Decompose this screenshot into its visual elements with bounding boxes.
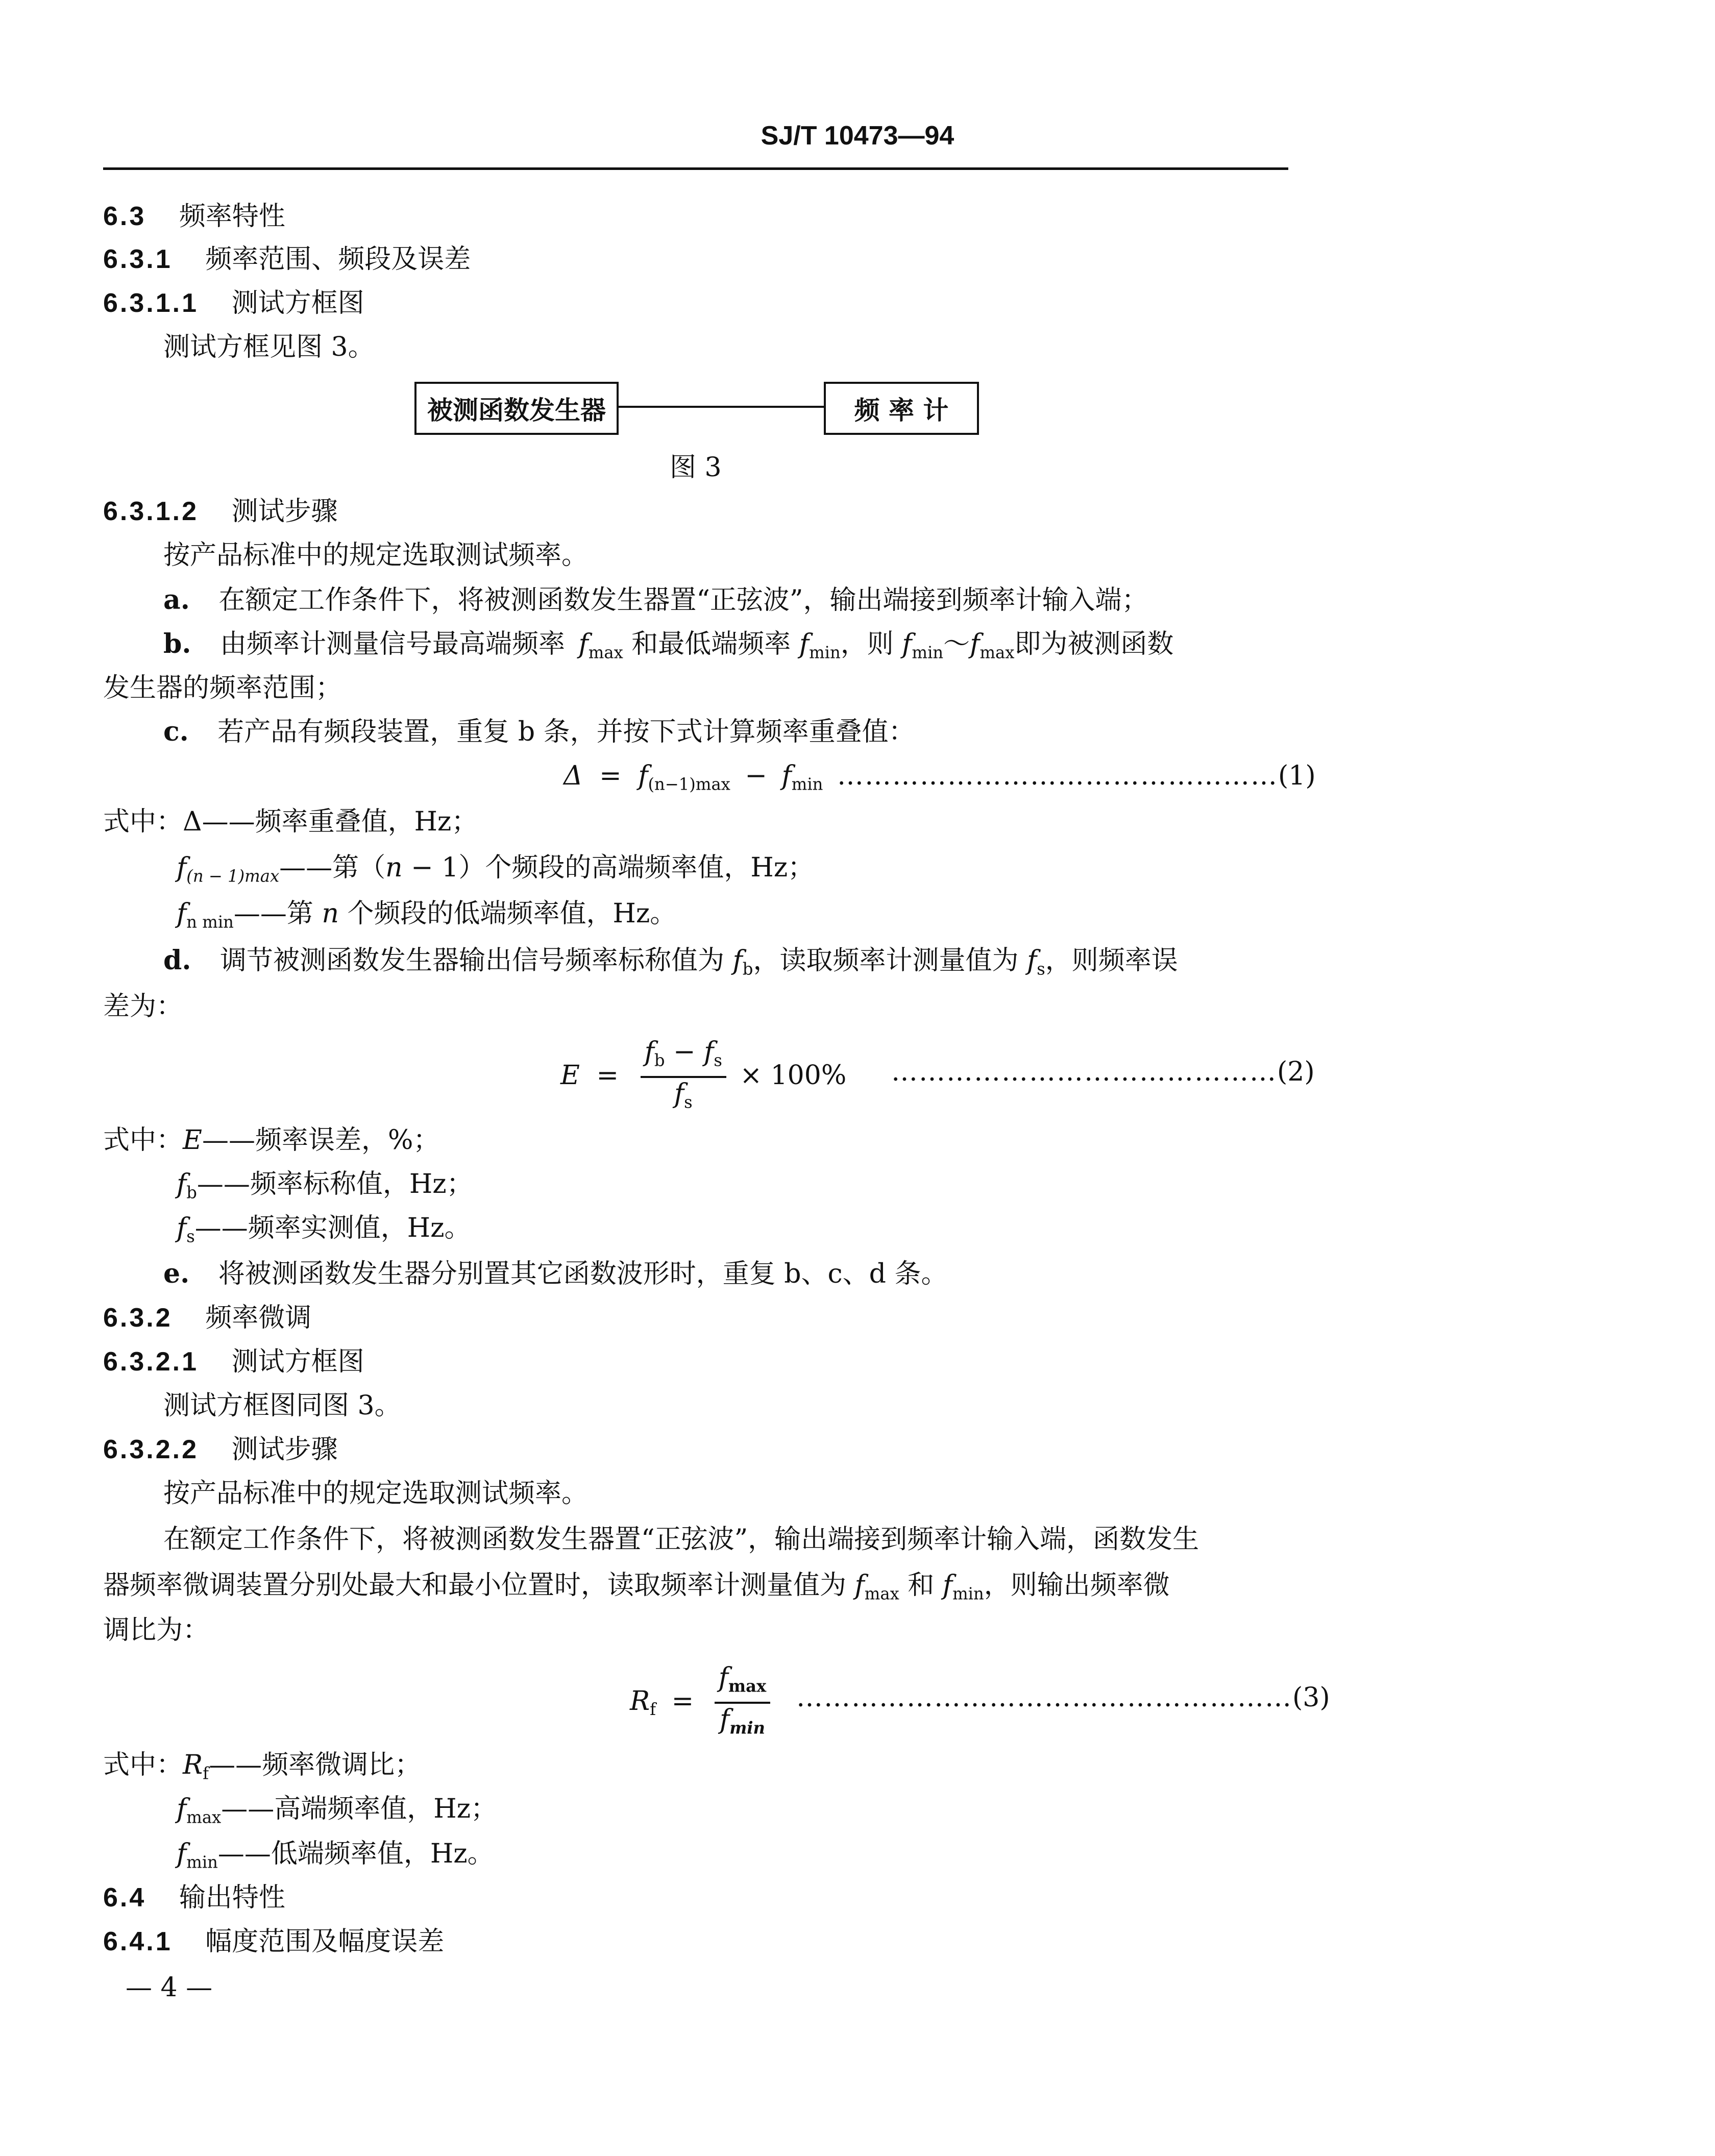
equals-sign: = [599, 761, 622, 791]
step-text: ，读取频率计测量值为 [753, 945, 1019, 976]
symbol-f: f [177, 898, 187, 929]
symbol-delta: Δ [564, 761, 583, 791]
paragraph-text: ，则输出频率微 [984, 1570, 1170, 1601]
definition-text: 个频段的低端频率值，Hz。 [347, 898, 677, 929]
section-title: 测试步骤 [231, 1434, 338, 1465]
symbol-R: R [630, 1685, 650, 1717]
paragraph-text: 和 [908, 1570, 935, 1601]
equals-sign: = [596, 1060, 619, 1091]
equation-3 [630, 1662, 775, 1744]
section-title: 测试方框图 [231, 1346, 364, 1377]
subscript: (n−1)max [648, 774, 730, 794]
step-text: 和最低端频率 [631, 629, 791, 659]
subscript: s [714, 1050, 722, 1070]
fraction-numerator [715, 1662, 770, 1704]
symbol-E: E [183, 1125, 202, 1156]
section-number: 6.3.2.2 [103, 1435, 199, 1464]
subscript: b [654, 1050, 665, 1070]
frequency-counter-box: 频 率 计 [824, 382, 979, 435]
connection-line [617, 406, 824, 408]
subscript: f [650, 1700, 656, 1720]
minus-sign: − [673, 1037, 696, 1067]
step-label: a. [163, 584, 190, 616]
symbol-f: f [781, 761, 792, 791]
where-R-f [103, 1747, 421, 1792]
symbol-f: f [902, 629, 912, 659]
where-f-b [177, 1166, 473, 1211]
step-label: d. [163, 945, 191, 976]
subscript: b [742, 959, 753, 979]
section-number: 6.3.1.2 [103, 497, 199, 526]
subscript: max [864, 1584, 899, 1604]
definition-text: ——频率标称值，Hz； [197, 1169, 473, 1199]
where-f-n-min [177, 895, 676, 940]
leader-dots: …………………………………… [891, 1057, 1277, 1087]
figure-reference-text: 测试方框见图 3。 [163, 332, 375, 362]
equation-number: (3) [1292, 1682, 1330, 1713]
subscript: min [729, 1718, 765, 1738]
section-6-4-heading [103, 1879, 285, 1916]
step-c [163, 714, 915, 750]
where-delta [103, 803, 478, 840]
subscript: max [588, 643, 623, 663]
section-6-3-heading [103, 198, 285, 235]
symbol-f: f [970, 629, 980, 659]
symbol-f: f [177, 852, 187, 883]
symbol-f: f [942, 1570, 953, 1601]
section-6-3-1-heading [103, 241, 471, 278]
definition-text: ——频率实测值，Hz。 [194, 1213, 471, 1243]
step-text: 在额定工作条件下，将被测函数发生器置“正弦波”，输出端接到频率计输入端； [218, 585, 1148, 616]
subscript: min [186, 1852, 218, 1872]
figure-caption: 图 3 [670, 452, 722, 483]
section-6-3-1-1-heading [103, 285, 364, 322]
section-6-3-2-2-heading [103, 1431, 338, 1468]
symbol-delta: Δ [183, 806, 202, 837]
leader-dots: ………………………………………… [837, 761, 1278, 791]
where-f-min [177, 1835, 494, 1880]
dut-function-generator-box: 被测函数发生器 [414, 382, 619, 435]
where-E [103, 1122, 439, 1159]
symbol-f: f [578, 629, 589, 659]
subscript: min [791, 774, 823, 794]
tilde: ～ [943, 629, 970, 659]
fraction-denominator [720, 1704, 765, 1744]
definition-text: ——第（ [279, 852, 386, 883]
document-code-header: SJ/T 10473—94 [761, 121, 954, 151]
section-6-3-1-2-heading [103, 493, 338, 530]
section-number: 6.3.2.1 [103, 1347, 199, 1377]
step-text: ，则频率误 [1045, 945, 1178, 976]
definition-text: ——高端频率值，Hz； [221, 1794, 497, 1824]
definition-text: ——频率误差，%； [202, 1125, 440, 1156]
symbol-f: f [638, 761, 648, 791]
section-title: 频率范围、频段及误差 [205, 244, 471, 275]
step-e [163, 1256, 947, 1292]
step-label: c. [163, 716, 189, 747]
header-rule [103, 167, 1288, 170]
symbol-n: n [385, 852, 403, 883]
subscript: s [684, 1092, 693, 1112]
section-title: 幅度范围及幅度误差 [205, 1926, 445, 1957]
symbol-f: f [799, 629, 810, 659]
definition-text: ——第 [233, 898, 313, 929]
step-a [163, 582, 1148, 619]
subscript: min [809, 643, 841, 663]
fraction-denominator [674, 1078, 693, 1118]
section-title: 频率特性 [179, 201, 285, 232]
symbol-f: f [718, 1662, 728, 1693]
paragraph-text: 器频率微调装置分别处最大和最小位置时，读取频率计测量值为 [103, 1570, 847, 1601]
step-b-line2: 发生器的频率范围； [103, 673, 342, 703]
leader-dots: ……………………………………………… [796, 1682, 1292, 1713]
fine-tuning-paragraph-line3: 调比为： [103, 1615, 210, 1646]
times-100-percent: × 100% [740, 1060, 847, 1091]
fraction-numerator [641, 1036, 726, 1078]
symbol-f: f [719, 1704, 730, 1735]
minus-sign: − [745, 761, 767, 791]
subscript: b [186, 1183, 197, 1203]
subscript: n min [186, 912, 234, 932]
step-text: 即为被测函数 [1014, 629, 1174, 659]
page-number-footer: — 4 — [126, 1972, 213, 2003]
symbol-f: f [704, 1037, 714, 1067]
symbol-f: f [732, 945, 743, 976]
where-f-max [177, 1791, 497, 1835]
where-f-n-1-max [177, 849, 814, 894]
step-text: 由频率计测量信号最高端频率 [220, 629, 566, 659]
section-number: 6.3.1.1 [103, 288, 199, 318]
step-text: 将被测函数发生器分别置其它函数波形时，重复 b、c、d 条。 [218, 1259, 948, 1289]
symbol-f: f [177, 1213, 187, 1243]
subscript: max [728, 1676, 767, 1696]
subscript: f [203, 1763, 209, 1783]
section-number: 6.3 [103, 202, 146, 231]
where-prefix: 式中： [103, 1750, 183, 1780]
section-title: 测试步骤 [231, 496, 338, 527]
where-prefix: 式中： [103, 1125, 183, 1156]
figure-reference-text: 测试方框图同图 3。 [163, 1390, 401, 1421]
symbol-R: R [183, 1750, 203, 1780]
fraction [641, 1036, 726, 1118]
section-title: 测试方框图 [231, 288, 364, 318]
symbol-f: f [177, 1169, 187, 1199]
section-number: 6.4 [103, 1883, 146, 1913]
section-6-3-2-1-heading [103, 1343, 364, 1380]
subscript: (n − 1)max [186, 866, 280, 886]
section-6-4-1-heading [103, 1923, 444, 1960]
symbol-f: f [674, 1079, 684, 1110]
subscript: s [1037, 959, 1045, 979]
test-frequency-intro: 按产品标准中的规定选取测试频率。 [163, 1478, 589, 1509]
equation-1-number [837, 757, 1316, 794]
step-d-line2: 差为： [103, 991, 183, 1022]
step-text: ，则 [840, 629, 894, 659]
subscript: min [952, 1584, 984, 1604]
step-label: b. [163, 628, 191, 659]
subscript: min [912, 643, 944, 663]
subscript: max [979, 643, 1015, 663]
definition-text: ——频率重叠值，Hz； [202, 806, 478, 837]
fraction [715, 1662, 770, 1744]
symbol-f: f [854, 1570, 865, 1601]
equation-number: (1) [1278, 761, 1316, 791]
symbol-f: f [644, 1037, 654, 1067]
equation-1 [564, 757, 823, 802]
equation-3-number [796, 1679, 1330, 1716]
section-number: 6.3.2 [103, 1303, 173, 1333]
section-title: 频率微调 [205, 1303, 312, 1333]
fine-tuning-paragraph-line2 [103, 1567, 1170, 1612]
definition-text: − 1）个频段的高端频率值，Hz； [402, 852, 815, 883]
section-number: 6.4.1 [103, 1927, 173, 1956]
test-frequency-intro: 按产品标准中的规定选取测试频率。 [163, 540, 589, 571]
symbol-f: f [1026, 945, 1037, 976]
symbol-f: f [177, 1794, 187, 1824]
section-title: 输出特性 [179, 1882, 285, 1913]
definition-text: ——低端频率值，Hz。 [217, 1839, 494, 1869]
step-b-line1 [163, 626, 1173, 671]
subscript: s [186, 1227, 195, 1246]
step-text: 调节被测函数发生器输出信号频率标称值为 [220, 945, 725, 976]
fine-tuning-paragraph-line1: 在额定工作条件下，将被测函数发生器置“正弦波”，输出端接到频率计输入端，函数发生 [163, 1524, 1199, 1555]
subscript: max [186, 1807, 222, 1827]
symbol-E: E [560, 1060, 580, 1091]
equals-sign: = [671, 1685, 694, 1717]
step-d-line1 [163, 942, 1178, 987]
equation-2-number [891, 1054, 1315, 1090]
step-text: 若产品有频段装置，重复 b 条，并按下式计算频率重叠值： [217, 717, 915, 747]
step-label: e. [163, 1258, 190, 1289]
section-6-3-2-heading [103, 1300, 311, 1336]
definition-text: ——频率微调比； [209, 1750, 422, 1780]
symbol-f: f [177, 1839, 187, 1869]
symbol-n: n [322, 898, 339, 929]
equation-number: (2) [1277, 1057, 1315, 1087]
section-number: 6.3.1 [103, 244, 173, 274]
where-prefix: 式中： [103, 806, 183, 837]
equation-2 [560, 1036, 846, 1118]
where-f-s [177, 1210, 471, 1255]
